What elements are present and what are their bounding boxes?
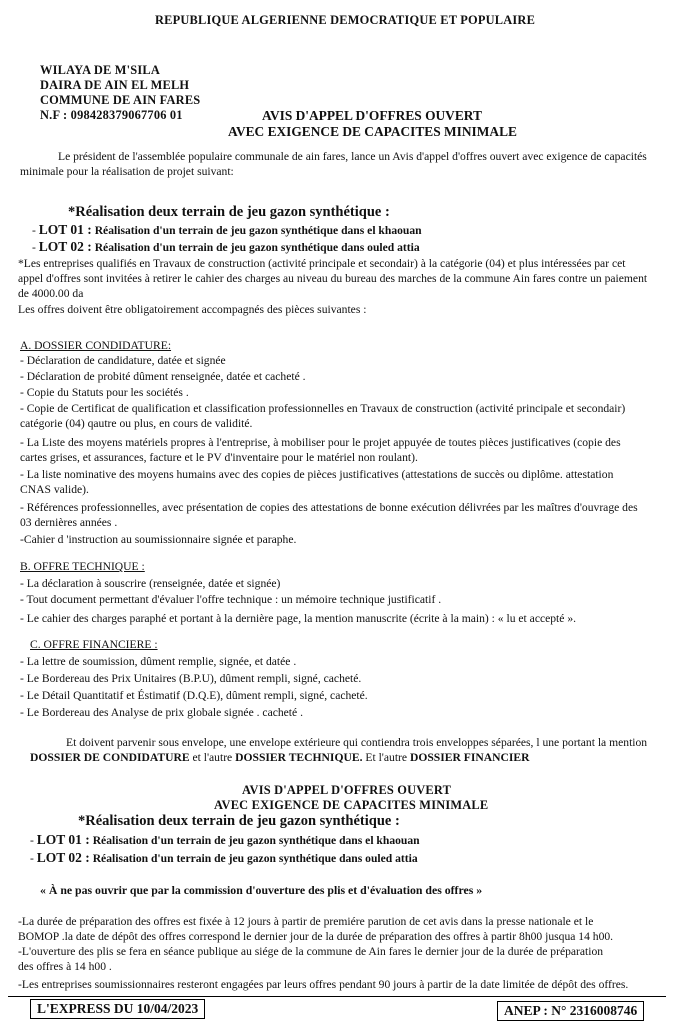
footer-rule <box>8 996 666 997</box>
dossier-item: - Références professionnelles, avec présentation de copies des attestations de bonne exécution délivrées par les maîtres d'ouvrage des <box>20 501 638 514</box>
closing-line1: -La durée de préparation des offres est fixée à 12 jours à partir de premiére parution de cet avis dans la presse nationale et le <box>18 915 594 928</box>
envelope-line1: Et doivent parvenir sous envelope, une envelope extérieure qui contiendra trois enveloppes séparées, l une portant la mention <box>66 736 648 749</box>
financiere-item: - La lettre de soumission, dûment remplie, signée, et datée . <box>20 655 297 668</box>
label-lot-02-text: Réalisation d'un terrain de jeu gazon synthétique dans ouled attia <box>92 852 418 865</box>
dossier-item: - La liste nominative des moyens humains avec des copies de pièces justificatives (attestations de succès ou diplôme. attestation <box>20 468 614 481</box>
technique-item: - La déclaration à souscrire (renseignée, datée et signée) <box>20 577 281 590</box>
notice-title-line2: AVEC EXIGENCE DE CAPACITES MINIMALE <box>228 124 517 139</box>
dossier-item: cartes grises, et assurances, facture et le PV d'inventaire pour le matériel non roulant). <box>20 451 418 464</box>
technique-item: - Tout document permettant d'évaluer l'offre technique : un mémoire technique justificatif . <box>20 593 442 606</box>
label-lot-01-line: - LOT 01 : Réalisation d'un terrain de jeu gazon synthétique dans el khaouan <box>30 832 420 847</box>
label-title-line1: AVIS D'APPEL D'OFFRES OUVERT <box>242 783 452 797</box>
technique-heading: B. OFFRE TECHNIQUE : <box>20 560 145 573</box>
eligibility-line2: appel d'offres sont invitées à retirer le cahier des charges au niveau du bureau des marches de la commune Ain fares contre un paiement <box>18 272 648 285</box>
dossier-item: - Déclaration de candidature, datée et signée <box>20 354 226 367</box>
dossier-item: CNAS valide). <box>20 483 89 496</box>
commune-label: COMMUNE DE AIN FARES <box>40 93 201 107</box>
lot-02-label: LOT 02 : <box>38 239 92 254</box>
closing-line2: BOMOP .la date de dépôt des offres correspond le dernier jour de la durée de préparation des offres à partir 8h00 jusqua 14 h00. <box>18 930 614 943</box>
eligibility-line4: Les offres doivent être obligatoirement accompagnés des pièces suivantes : <box>18 303 367 316</box>
dossier-technique-label: DOSSIER TECHNIQUE. <box>235 751 363 764</box>
dossier-candidature-label: DOSSIER DE CONDIDATURE <box>30 751 190 764</box>
lot-02-line: - LOT 02 : Réalisation d'un terrain de jeu gazon synthétique dans ouled attia <box>32 239 420 254</box>
label-lot-02-label: LOT 02 : <box>36 850 90 865</box>
envelope-line2 <box>30 751 529 765</box>
financiere-heading: C. OFFRE FINANCIERE : <box>30 638 158 651</box>
newspaper-date: L'EXPRESS DU 10/04/2023 <box>30 999 205 1019</box>
nf-number: N.F : 098428379067706 01 <box>40 108 183 122</box>
dossier-financier-label: DOSSIER FINANCIER <box>409 751 530 764</box>
dossier-item: - Déclaration de probité dûment renseignée, datée et cacheté . <box>20 370 306 383</box>
dossier-item: - Copie de Certificat de qualification et classification professionnelles en Travaux de construction (activité principale et secondair) <box>20 402 626 415</box>
dossier-item: 03 dernières années . <box>20 516 118 529</box>
wilaya-label: WILAYA DE M'SILA <box>40 63 161 77</box>
lot-01-line: - LOT 01 : Réalisation d'un terrain de jeu gazon synthétique dans el khaouan <box>32 222 422 237</box>
financiere-item: - Le Bordereau des Analyse de prix globale signée . cacheté . <box>20 706 303 719</box>
closing-line4: des offres à 14 h00 . <box>18 960 112 973</box>
eligibility-line1: *Les entreprises qualifiés en Travaux de construction (activité principale et secondair) à la catégorie (04) et plus intéressées par cet <box>18 257 626 270</box>
notice-title-line1: AVIS D'APPEL D'OFFRES OUVERT <box>262 108 482 123</box>
label-lot-01-label: LOT 01 : <box>36 832 90 847</box>
envelope-connector: et l'autre <box>189 751 236 764</box>
dossier-item: -Cahier d 'instruction au soumissionnaire signée et paraphe. <box>20 533 297 546</box>
financiere-item: - Le Bordereau des Prix Unitaires (B.P.U), dûment rempli, signé, cacheté. <box>20 672 362 685</box>
project-title: *Réalisation deux terrain de jeu gazon synthétique : <box>68 204 390 220</box>
label-title-line2: AVEC EXIGENCE DE CAPACITES MINIMALE <box>214 798 489 812</box>
closing-line5: -Les entreprises soumissionnaires resteront engagées par leurs offres pendant 90 jours à partir de la date limitée de dépôt des offres. <box>18 978 629 991</box>
dossier-item: catégorie (04) qautre ou plus, en cours de validité. <box>20 417 253 430</box>
label-lot-01-text: Réalisation d'un terrain de jeu gazon synthétique dans el khaouan <box>92 834 420 847</box>
daira-label: DAIRA DE AIN EL MELH <box>40 78 190 92</box>
intro-line1: Le président de l'assemblée populaire communale de ain fares, lance un Avis d'appel d'offres ouvert avec exigence de capacités <box>58 150 647 163</box>
lot-01-label: LOT 01 : <box>38 222 92 237</box>
do-not-open-notice: « À ne pas ouvrir que par la commission d'ouverture des plis et d'évaluation des offres » <box>40 883 483 897</box>
dossier-item: - Copie du Statuts pour les sociétés . <box>20 386 189 399</box>
anep-number: ANEP : N° 2316008746 <box>497 1001 644 1021</box>
lot-01-text: Réalisation d'un terrain de jeu gazon synthétique dans el khaouan <box>94 224 422 237</box>
dossier-heading: A. DOSSIER CONDIDATURE: <box>20 339 172 352</box>
financiere-item: - Le Détail Quantitatif et Éstimatif (D.Q.E), dûment rempli, signé, cacheté. <box>20 689 368 702</box>
dossier-item: - La Liste des moyens matériels propres à l'entreprise, à mobiliser pour le projet appuyée de toutes pièces justificatives (copie des <box>20 436 621 449</box>
lot-02-text: Réalisation d'un terrain de jeu gazon synthétique dans ouled attia <box>94 241 420 254</box>
label-project-title: *Réalisation deux terrain de jeu gazon synthétique : <box>78 813 400 829</box>
technique-item: - Le cahier des charges paraphé et portant à la dernière page, la mention manuscrite (écrite à la main) : « lu et accepté ». <box>20 612 577 625</box>
intro-line2: minimale pour la réalisation de projet suivant: <box>20 165 234 178</box>
envelope-connector: Et l'autre <box>362 751 410 764</box>
eligibility-line3: de 4000.00 da <box>18 287 84 300</box>
republic-header: REPUBLIQUE ALGERIENNE DEMOCRATIQUE ET POPULAIRE <box>155 13 536 27</box>
closing-line3: -L'ouverture des plis se fera en séance publique au siége de la commune de Ain fares le dernier jour de la durée de préparation <box>18 945 604 958</box>
label-lot-02-line: - LOT 02 : Réalisation d'un terrain de jeu gazon synthétique dans ouled attia <box>30 850 418 865</box>
